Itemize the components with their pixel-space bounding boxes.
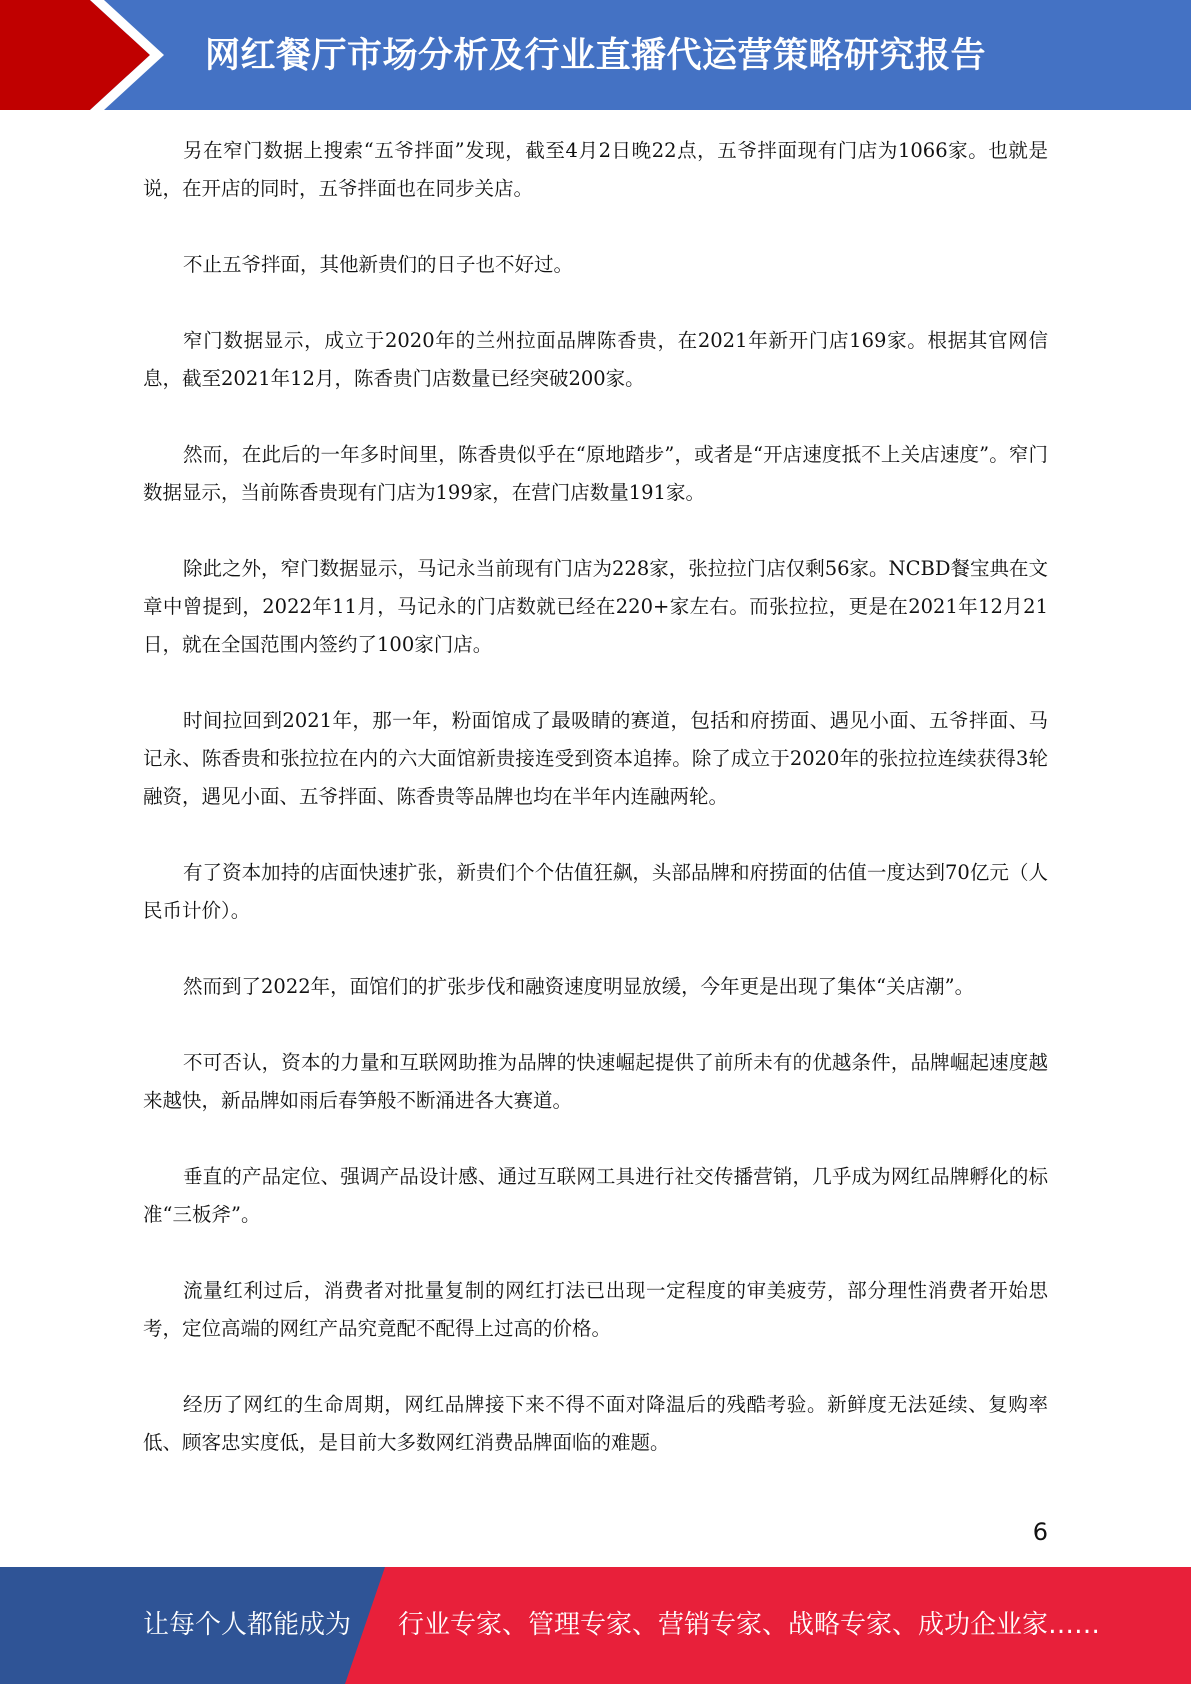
paragraph: 有了资本加持的店面快速扩张，新贵们个个估值狂飙，头部品牌和府捞面的估值一度达到70亿元（人民币计价）。 [143, 861, 1048, 922]
paragraph: 流量红利过后，消费者对批量复制的网红打法已出现一定程度的审美疲劳，部分理性消费者开始思考，定位高端的网红产品究竟配不配得上过高的价格。 [143, 1279, 1048, 1340]
paragraph: 时间拉回到2021年，那一年，粉面馆成了最吸睛的赛道，包括和府捞面、遇见小面、五爷拌面、马记永、陈香贵和张拉拉在内的六大面馆新贵接连受到资本追捧。除了成立于2020年的张拉拉连续获得3轮融资，遇见小面、五爷拌面、陈香贵等品牌也均在半年内连融两轮。 [143, 709, 1048, 808]
document-body [143, 132, 1048, 1500]
report-title: 网红餐厅市场分析及行业直播代运营策略研究报告 [205, 36, 987, 76]
page-number: 6 [1032, 1518, 1048, 1546]
paragraph: 垂直的产品定位、强调产品设计感、通过互联网工具进行社交传播营销，几乎成为网红品牌孵化的标准“三板斧”。 [143, 1165, 1048, 1226]
paragraph: 窄门数据显示，成立于2020年的兰州拉面品牌陈香贵，在2021年新开门店169家。根据其官网信息，截至2021年12月，陈香贵门店数量已经突破200家。 [143, 329, 1048, 390]
paragraph: 然而到了2022年，面馆们的扩张步伐和融资速度明显放缓，今年更是出现了集体“关店潮”。 [183, 975, 975, 998]
footer-slogan-right: 行业专家、管理专家、营销专家、战略专家、成功企业家…… [398, 1610, 1101, 1640]
paragraph: 不止五爷拌面，其他新贵们的日子也不好过。 [183, 253, 574, 276]
footer-slogan-left: 让每个人都能成为 [143, 1610, 352, 1640]
paragraph: 然而，在此后的一年多时间里，陈香贵似乎在“原地踏步”，或者是“开店速度抵不上关店速度”。窄门数据显示，当前陈香贵现有门店为199家，在营门店数量191家。 [143, 443, 1048, 504]
paragraph: 经历了网红的生命周期，网红品牌接下来不得不面对降温后的残酷考验。新鲜度无法延续、复购率低、顾客忠实度低，是目前大多数网红消费品牌面临的难题。 [143, 1393, 1048, 1454]
paragraph: 不可否认，资本的力量和互联网助推为品牌的快速崛起提供了前所未有的优越条件，品牌崛起速度越来越快，新品牌如雨后春笋般不断涌进各大赛道。 [143, 1051, 1048, 1112]
header-red-chevron [0, 0, 150, 110]
paragraph: 除此之外，窄门数据显示，马记永当前现有门店为228家，张拉拉门店仅剩56家。NCBD餐宝典在文章中曾提到，2022年11月，马记永的门店数就已经在220+家左右。而张拉拉，更是在2021年12月21日，就在全国范围内签约了100家门店。 [143, 557, 1048, 656]
page-footer [0, 1567, 1191, 1684]
paragraph: 另在窄门数据上搜索“五爷拌面”发现，截至4月2日晚22点，五爷拌面现有门店为1066家。也就是说，在开店的同时，五爷拌面也在同步关店。 [143, 139, 1048, 200]
